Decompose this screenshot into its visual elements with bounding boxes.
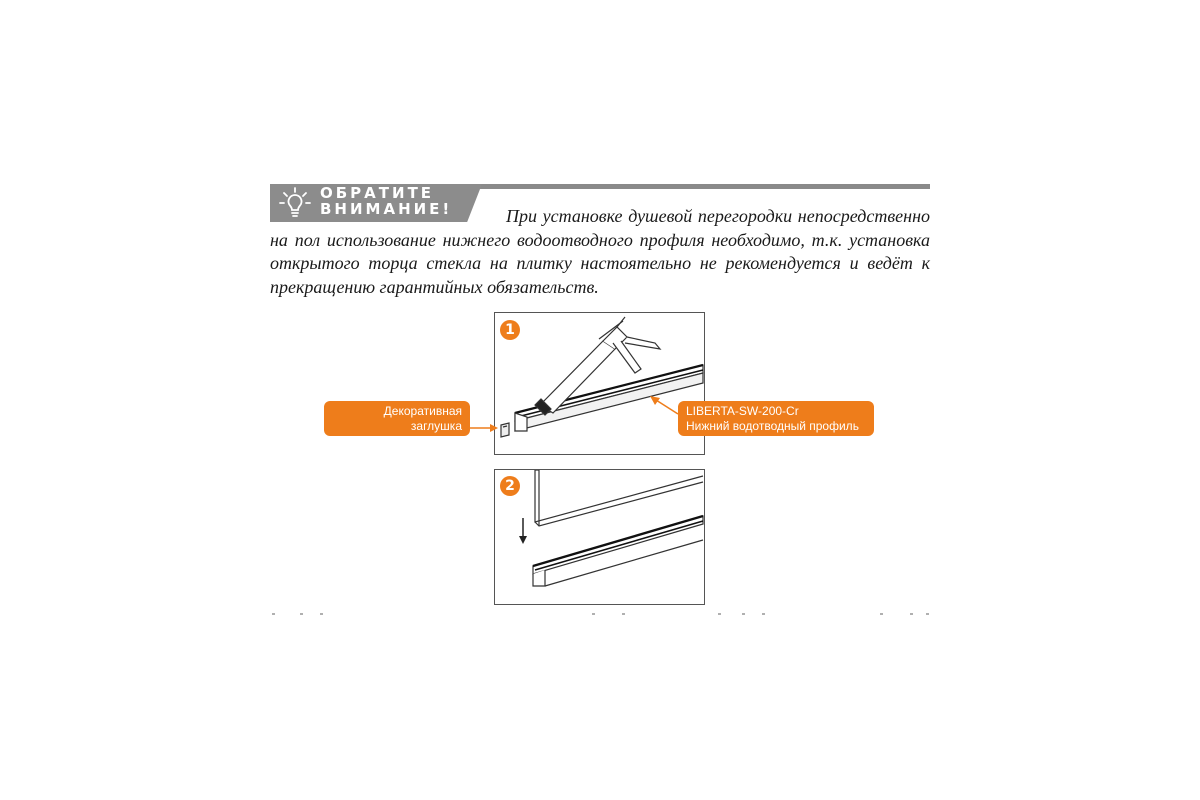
divider-dots bbox=[270, 611, 930, 617]
step-1-badge: 1 bbox=[500, 320, 520, 340]
end-cap-leader-arrow bbox=[490, 424, 498, 432]
notice-title-line2: ВНИМАНИЕ! bbox=[320, 200, 453, 218]
profile-callout-line1: LIBERTA-SW-200-Cr bbox=[686, 404, 799, 418]
profile-leader-line bbox=[656, 400, 678, 414]
end-cap-callout-line1: Декоративная заглушка bbox=[383, 404, 462, 433]
profile-leader-arrow bbox=[650, 396, 660, 405]
step-2-badge: 2 bbox=[500, 476, 520, 496]
notice-title-line1: ОБРАТИТЕ bbox=[320, 184, 435, 202]
profile-callout-line2: Нижний водотводный профиль bbox=[686, 419, 859, 433]
end-cap-callout-line2: профиля bbox=[412, 434, 462, 448]
notice-text: При установке душевой перегородки непосредственно на пол использование нижнего водоотводного профиля необходимо, т.к. установка открытого торца стекла на плитку настоятельно не рекомендуется и ведёт к прекращению гарантийных обязательств. bbox=[270, 206, 930, 297]
